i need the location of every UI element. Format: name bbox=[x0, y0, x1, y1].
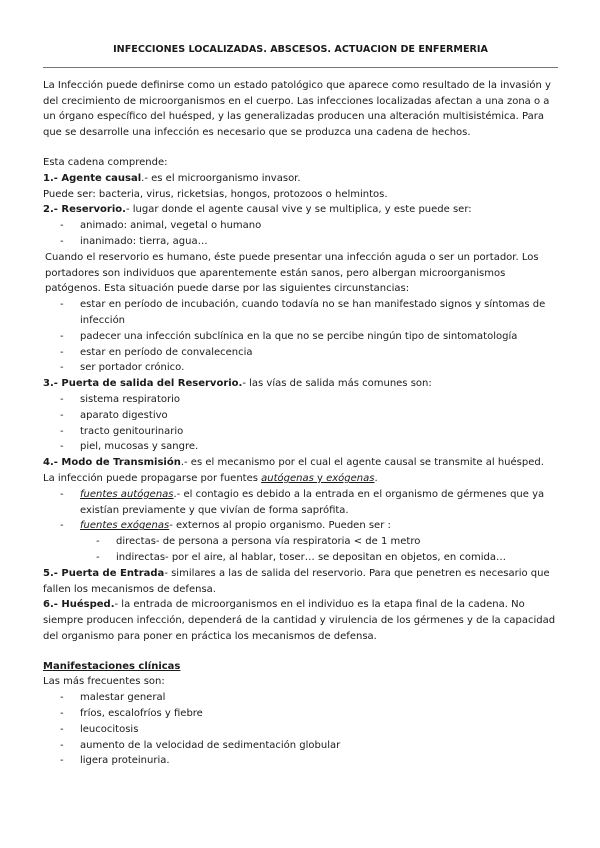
list-item: - directas- de persona a persona vía respiratoria < de 1 metro bbox=[43, 534, 558, 550]
transmission-list bbox=[43, 534, 558, 566]
section-3-heading: 3.- Puerta de salida del Reservorio. bbox=[43, 378, 243, 390]
section-2 bbox=[43, 202, 558, 218]
section-6-text: - la entrada de microorganismos en el individuo es la etapa final de la cadena. No siempre producen infección, dependerá de la cantidad y virulencia de los gérmenes y de la capacidad del organismo para poner en práctica los mecanismos de defensa. bbox=[43, 599, 556, 642]
reservoir-paragraph: Cuando el reservorio es humano, éste puede presentar una infección aguda o ser un portador. Los portadores son individuos que aparentemente están sanos, pero albergan microorganismos patógenos. Esta situación puede darse por las siguientes circunstancias: bbox=[45, 251, 539, 295]
list-item: - fríos, escalofríos y fiebre bbox=[43, 706, 558, 722]
list-item: - sistema respiratorio bbox=[43, 392, 558, 408]
manifestations-intro: Las más frecuentes son: bbox=[43, 676, 165, 688]
section-1-text: .- es el microorganismo invasor. bbox=[141, 172, 301, 184]
exogenous-label: fuentes exógenas bbox=[80, 520, 170, 532]
exogenas-link: exógenas bbox=[322, 472, 375, 484]
spacer bbox=[43, 141, 558, 155]
section-2-heading: 2.- Reservorio. bbox=[43, 204, 126, 216]
document-title: INFECCIONES LOCALIZADAS. ABSCESOS. ACTUACION DE ENFERMERIA bbox=[43, 42, 558, 68]
reservoir-list bbox=[43, 218, 558, 250]
list-item: - indirectas- por el aire, al hablar, toser… se depositan en objetos, en comida… bbox=[43, 550, 558, 566]
list-item: - ser portador crónico. bbox=[43, 360, 558, 376]
section-3 bbox=[43, 376, 558, 392]
section-5 bbox=[43, 566, 558, 598]
section-4-end: . bbox=[374, 472, 378, 484]
list-item bbox=[43, 487, 558, 519]
list-item: - inanimado: tierra, agua… bbox=[43, 234, 558, 250]
section-4 bbox=[43, 455, 558, 487]
exogenous-text: - externos al propio organismo. Pueden ser : bbox=[169, 520, 391, 532]
list-item: - estar en período de convalecencia bbox=[43, 345, 558, 361]
exit-route-list bbox=[43, 392, 558, 455]
list-item: - estar en período de incubación, cuando todavía no se han manifestado signos y síntomas de infección bbox=[43, 297, 558, 329]
section-6 bbox=[43, 597, 558, 644]
section-5-text: - similares a las de salida del reservorio. Para que penetren es necesario que fallen los mecanismos de defensa. bbox=[43, 567, 550, 595]
list-item: - malestar general bbox=[43, 690, 558, 706]
autogenous-text: .- el contagio es debido a la entrada en el organismo de gérmenes que ya existían previamente y que vivían de forma saprófita. bbox=[80, 488, 545, 516]
section-4-heading: 4.- Modo de Transmisión bbox=[43, 457, 181, 469]
section-1-heading: 1.- Agente causal bbox=[43, 172, 142, 184]
intro-paragraph: La Infección puede definirse como un estado patológico que aparece como resultado de la invasión y del crecimiento de microorganismos en el cuerpo. Las infecciones localizadas afectan a una zona o a un órgano específico del huésped, y las generalizadas producen una alteración multisistémica. Para que se desarrolle una infección es necesario que se produzca una cadena de hechos. bbox=[43, 79, 551, 139]
connector: y bbox=[316, 472, 323, 484]
autogenous-label: fuentes autógenas bbox=[80, 488, 174, 500]
manifestations-list bbox=[43, 690, 558, 769]
chain-intro: Esta cadena comprende: bbox=[43, 156, 168, 168]
list-item: - piel, mucosas y sangre. bbox=[43, 439, 558, 455]
autogenas-link: autógenas bbox=[261, 472, 317, 484]
list-item bbox=[43, 518, 558, 534]
list-item: - ligera proteinuria. bbox=[43, 753, 558, 769]
section-4-text: .- es el mecanismo por el cual el agente causal se transmite al huésped. La infección puede propagarse por fuentes bbox=[43, 457, 544, 484]
section-3-text: - las vías de salida más comunes son: bbox=[242, 378, 432, 390]
section-6-heading: 6.- Huésped. bbox=[43, 599, 115, 611]
section-2-text: - lugar donde el agente causal vive y se multiplica, y este puede ser: bbox=[125, 204, 472, 216]
list-item: - aumento de la velocidad de sedimentación globular bbox=[43, 738, 558, 754]
list-item: - animado: animal, vegetal o humano bbox=[43, 218, 558, 234]
manifestations-title: Manifestaciones clínicas bbox=[43, 660, 181, 672]
spacer bbox=[43, 645, 558, 659]
section-5-heading: 5.- Puerta de Entrada bbox=[43, 567, 165, 579]
carrier-list bbox=[43, 297, 558, 376]
section-1 bbox=[43, 171, 558, 187]
sources-list bbox=[43, 487, 558, 534]
list-item: - aparato digestivo bbox=[43, 408, 558, 424]
section-1-line2: Puede ser: bacteria, virus, ricketsias, hongos, protozoos o helmintos. bbox=[43, 188, 388, 200]
list-item: - leucocitosis bbox=[43, 722, 558, 738]
list-item: - tracto genitourinario bbox=[43, 424, 558, 440]
list-item: - padecer una infección subclínica en la que no se percibe ningún tipo de sintomatología bbox=[43, 329, 558, 345]
